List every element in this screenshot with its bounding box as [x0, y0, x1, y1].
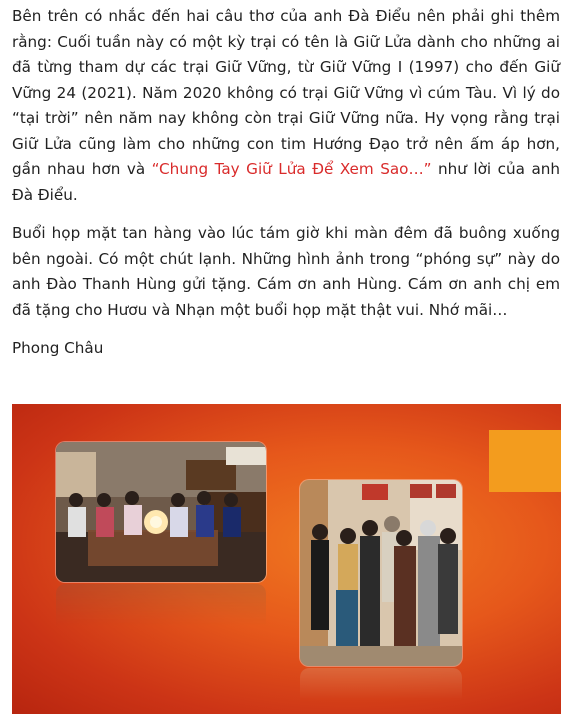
paragraph-camp-tail: như lời của anh Đà Điểu. [12, 160, 561, 204]
photo-slide [12, 404, 561, 714]
paragraph-camp [12, 4, 560, 208]
group-seated-reflection [56, 584, 266, 644]
group-standing-reflection [300, 668, 462, 714]
author-signature: Phong Châu [12, 339, 104, 357]
paragraph-camp-text: Bên trên có nhắc đến hai câu thơ của anh Đà Điểu nên phải ghi thêm rằng: Cuối tuần này có một kỳ trại có tên là Giữ Lửa dành cho những ai đã từng tham dự các trại Giữ Vững, từ Giữ Vững I (1997) cho đến Giữ Vững 24 (2021). Năm 2020 không có trại Giữ Vững vì cúm Tàu. Vì lý do “tại trời” nên năm nay không còn trại Giữ Vững nữa. Hy vọng rằng trại Giữ Lửa cũng làm cho những con tim Hướng Đạo trở nên ấm áp hơn, gần nhau hơn và [12, 7, 560, 178]
accent-block [489, 430, 561, 492]
quote-link: “Chung Tay Giữ Lửa Để Xem Sao…” [151, 160, 432, 178]
group-seated-photo [56, 442, 266, 582]
paragraph-closing: Buổi họp mặt tan hàng vào lúc tám giờ khi màn đêm đã buông xuống bên ngoài. Có một chút lạnh. Những hình ảnh trong “phóng sự” này do anh Đào Thanh Hùng gửi tặng. Cám ơn anh Hùng. Cám ơn anh chị em đã tặng cho Hươu và Nhạn một buổi họp mặt thật vui. Nhớ mãi… [12, 224, 560, 319]
article-body [12, 4, 560, 362]
group-standing-photo [300, 480, 462, 666]
